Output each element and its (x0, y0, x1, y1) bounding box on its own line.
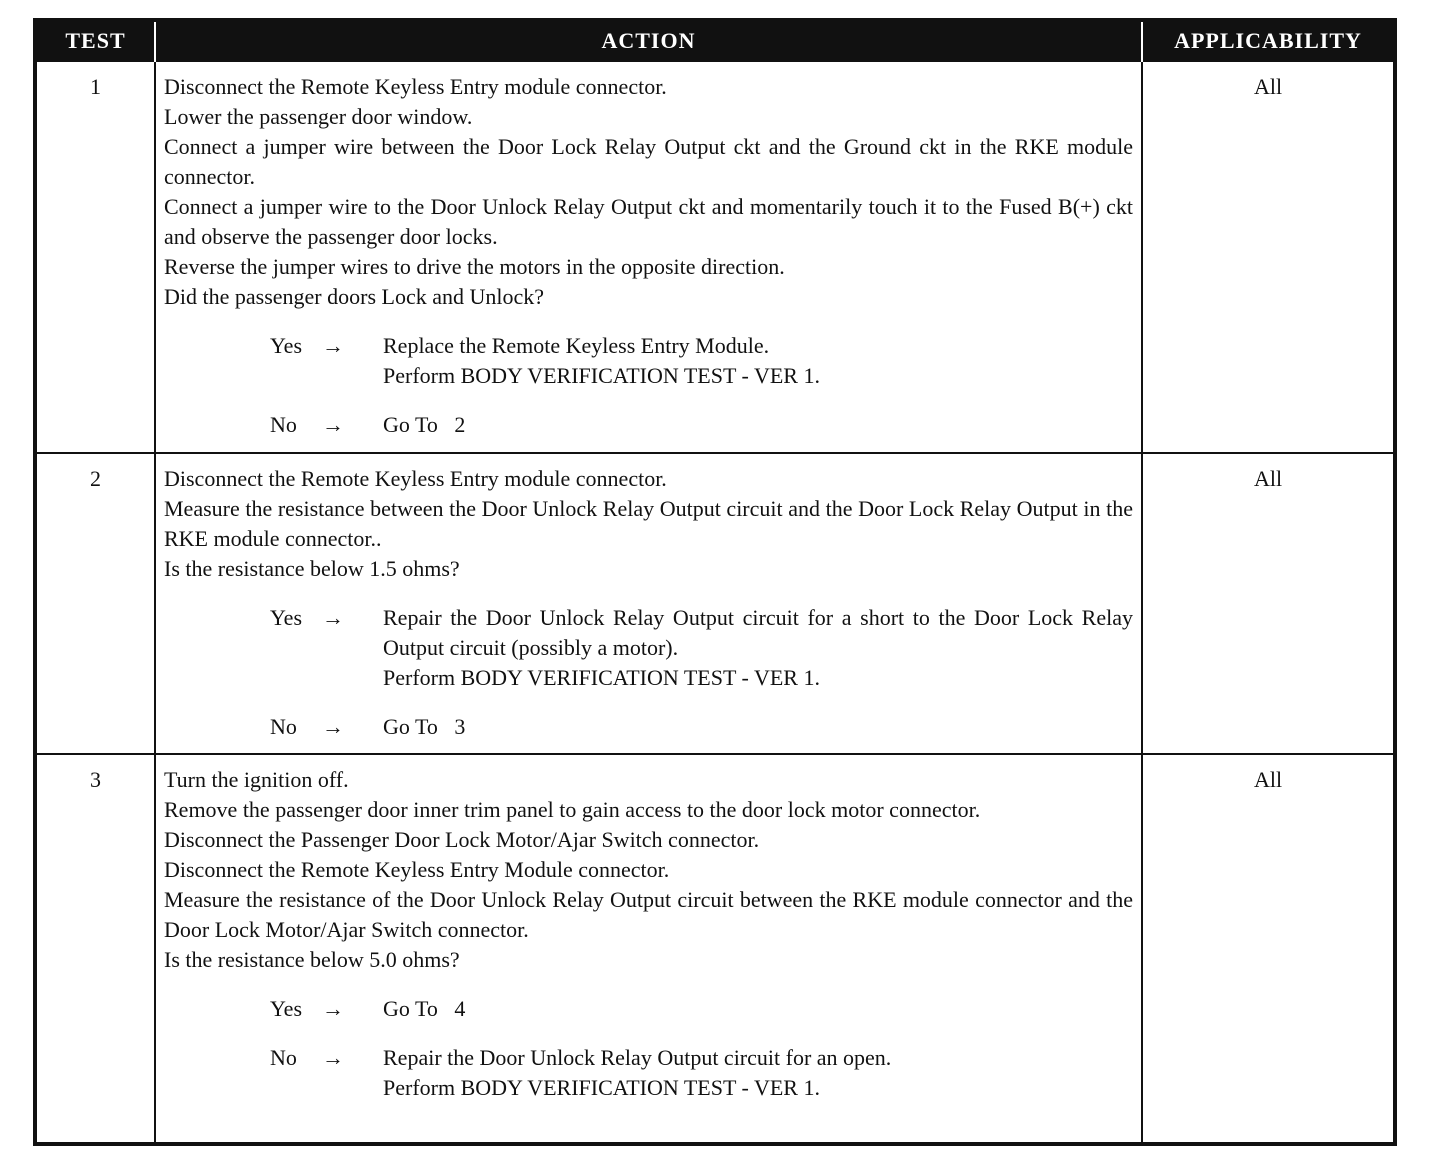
yes-result (383, 331, 1133, 391)
goto-step-link[interactable]: 2 (454, 412, 466, 437)
action-step: Disconnect the Remote Keyless Entry module connector. (164, 74, 667, 99)
action-step: Disconnect the Remote Keyless Entry module connector. (164, 466, 667, 491)
arrow-right-icon: → (322, 412, 344, 437)
arrow-right-icon: → (322, 605, 344, 630)
arrow-right-icon: → (322, 1045, 344, 1070)
goto-step-link[interactable]: 4 (454, 996, 466, 1021)
test-number: 3 (35, 754, 155, 1144)
test-row (35, 453, 1395, 754)
result-line: Perform BODY VERIFICATION TEST - VER 1. (383, 1075, 820, 1100)
action-step: Connect a jumper wire between the Door Lock Relay Output ckt and the Ground ckt in the RKE module connector. (164, 134, 1133, 189)
header-applicability: APPLICABILITY (1142, 20, 1395, 61)
goto-step-link[interactable]: 3 (454, 714, 466, 739)
no-outcome (270, 1043, 1133, 1103)
arrow-right-icon: → (322, 714, 344, 739)
no-label: No (270, 714, 297, 739)
no-result (383, 1043, 1133, 1103)
header-row (35, 20, 1395, 61)
applicability-value: All (1142, 61, 1395, 453)
yes-result (383, 603, 1133, 693)
header-action: ACTION (155, 20, 1142, 61)
arrow-right-icon: → (322, 996, 344, 1021)
action-step: Measure the resistance of the Door Unlock Relay Output circuit between the RKE module connector and the Door Lock Motor/Ajar Switch connector. (164, 887, 1133, 942)
test-number: 2 (35, 453, 155, 754)
action-step: Is the resistance below 5.0 ohms? (164, 947, 460, 972)
applicability-value: All (1142, 453, 1395, 754)
applicability-value: All (1142, 754, 1395, 1144)
result-line: Perform BODY VERIFICATION TEST - VER 1. (383, 665, 820, 690)
yes-outcome (270, 331, 1133, 391)
action-step: Is the resistance below 1.5 ohms? (164, 556, 460, 581)
result-line: Repair the Door Unlock Relay Output circuit for an open. (383, 1045, 892, 1070)
action-step: Turn the ignition off. (164, 767, 349, 792)
no-result (383, 712, 1133, 742)
action-step: Reverse the jumper wires to drive the motors in the opposite direction. (164, 254, 785, 279)
test-row (35, 61, 1395, 453)
action-step: Remove the passenger door inner trim panel to gain access to the door lock motor connector. (164, 797, 981, 822)
result-line: Perform BODY VERIFICATION TEST - VER 1. (383, 363, 820, 388)
action-step: Lower the passenger door window. (164, 104, 473, 129)
yes-label: Yes (270, 333, 303, 358)
action-step: Did the passenger doors Lock and Unlock? (164, 284, 545, 309)
yes-outcome (270, 603, 1133, 693)
test-row (35, 754, 1395, 1144)
action-cell (155, 61, 1142, 453)
test-number: 1 (35, 61, 155, 453)
no-label: No (270, 1045, 297, 1070)
action-step: Disconnect the Passenger Door Lock Motor/Ajar Switch connector. (164, 827, 760, 852)
action-cell (155, 453, 1142, 754)
diagnostic-test-table (33, 18, 1397, 1146)
goto-text: Go To (383, 996, 438, 1021)
no-outcome (270, 712, 1133, 742)
yes-label: Yes (270, 996, 303, 1021)
yes-outcome (270, 994, 1133, 1024)
result-line: Replace the Remote Keyless Entry Module. (383, 333, 770, 358)
no-result (383, 410, 1133, 440)
action-step: Connect a jumper wire to the Door Unlock Relay Output ckt and momentarily touch it to the Fused B(+) ckt and observe the passenger door locks. (164, 194, 1133, 249)
arrow-right-icon: → (322, 333, 344, 358)
yes-label: Yes (270, 605, 303, 630)
action-step: Disconnect the Remote Keyless Entry Module connector. (164, 857, 670, 882)
action-step: Measure the resistance between the Door Unlock Relay Output circuit and the Door Lock Relay Output in the RKE module connector.. (164, 496, 1133, 551)
result-line: Repair the Door Unlock Relay Output circuit for a short to the Door Lock Relay Output circuit (possibly a motor). (383, 605, 1133, 660)
goto-text: Go To (383, 714, 438, 739)
goto-text: Go To (383, 412, 438, 437)
header-test: TEST (35, 20, 155, 61)
yes-result (383, 994, 1133, 1024)
no-label: No (270, 412, 297, 437)
action-cell (155, 754, 1142, 1144)
no-outcome (270, 410, 1133, 440)
